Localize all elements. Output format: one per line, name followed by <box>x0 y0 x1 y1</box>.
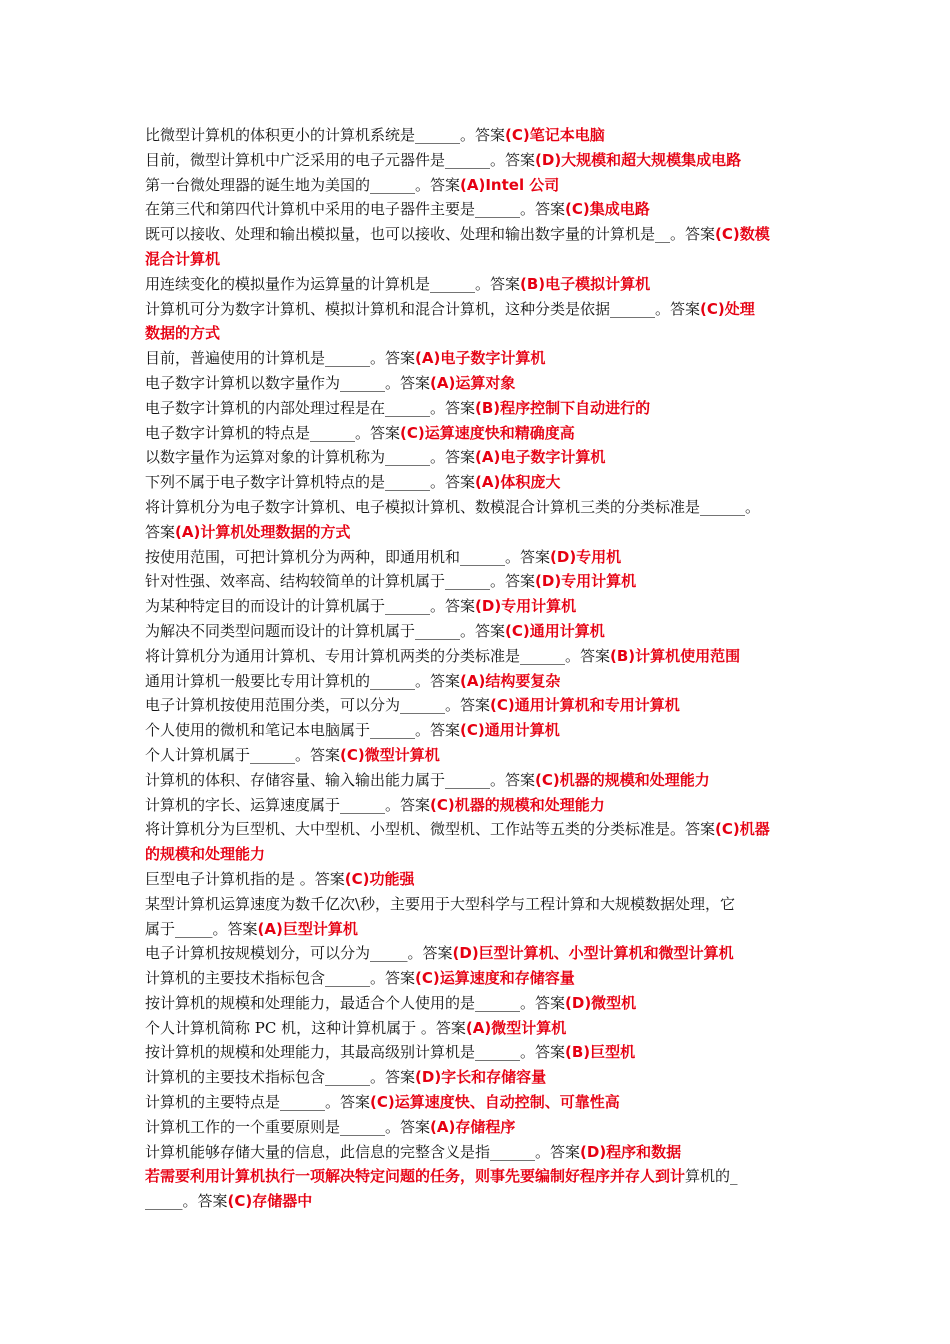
question-text: 以数字量作为运算对象的计算机称为______。答案 <box>145 448 476 467</box>
answer-text: (A)存储程序 <box>430 1117 516 1136</box>
answer-text: (C)机器 <box>715 820 770 839</box>
question-line <box>145 545 825 570</box>
question-text-highlight: 若需要利用计算机执行一项解决特定问题的任务，则事先要编制好程序并存人到计 <box>145 1167 686 1186</box>
question-line <box>145 321 825 346</box>
question-line <box>145 470 825 495</box>
question-text: 将计算机分为通用计算机、专用计算机两类的分类标准是______。答案 <box>145 646 611 665</box>
question-text: 将计算机分为巨型机、大中型机、小型机、微型机、工作站等五类的分类标准是。答案 <box>145 820 716 839</box>
question-text: 电子数字计算机的特点是______。答案 <box>145 423 401 442</box>
question-line <box>145 594 825 619</box>
question-line <box>145 644 825 669</box>
question-text: 计算机的主要技术指标包含______。答案 <box>145 1068 416 1087</box>
answer-text: (C)运算速度和存储容量 <box>415 969 575 988</box>
answer-text: (A)巨型计算机 <box>257 919 358 938</box>
question-line <box>145 842 825 867</box>
question-line <box>145 1164 825 1189</box>
question-line <box>145 272 825 297</box>
answer-text: (B)程序控制下自动进行的 <box>475 398 651 417</box>
question-line <box>145 148 825 173</box>
question-text: 计算机的主要特点是______。答案 <box>145 1093 371 1112</box>
question-text: 某型计算机运算速度为数千亿次\秒，主要用于大型科学与工程计算和大规模数据处理，它 <box>145 894 736 913</box>
question-text: 电子计算机按使用范围分类，可以分为______。答案 <box>145 696 491 715</box>
question-text: 为解决不同类型问题而设计的计算机属于______。答案 <box>145 621 506 640</box>
question-text: 按使用范围，可把计算机分为两种，即通用机和______。答案 <box>145 547 551 566</box>
question-line <box>145 693 825 718</box>
question-text: 计算机的体积、存储容量、输入输出能力属于______。答案 <box>145 770 536 789</box>
question-line <box>145 1090 825 1115</box>
answer-text: (D)专用计算机 <box>535 572 637 591</box>
answer-text: (B)计算机使用范围 <box>610 646 741 665</box>
answer-text: (B)电子模拟计算机 <box>520 274 651 293</box>
question-text: 按计算机的规模和处理能力，其最高级别计算机是______。答案 <box>145 1043 566 1062</box>
question-text: 按计算机的规模和处理能力，最适合个人使用的是______。答案 <box>145 993 566 1012</box>
question-line <box>145 768 825 793</box>
question-list <box>145 123 825 1214</box>
question-line <box>145 173 825 198</box>
answer-text: (D)微型机 <box>565 993 637 1012</box>
question-text: 下列不属于电子数字计算机特点的是______。答案 <box>145 473 476 492</box>
answer-text: (C)通用计算机 <box>460 721 560 740</box>
question-line <box>145 941 825 966</box>
question-text: 第一台微处理器的诞生地为美国的______。答案 <box>145 175 461 194</box>
answer-text: (D)专用机 <box>550 547 622 566</box>
answer-text: (C)集成电路 <box>565 200 650 219</box>
question-text: 为某种特定目的而设计的计算机属于______。答案 <box>145 597 476 616</box>
question-text: 属于_____。答案 <box>145 919 258 938</box>
question-text: 用连续变化的模拟量作为运算量的计算机是______。答案 <box>145 274 521 293</box>
question-text: 比微型计算机的体积更小的计算机系统是______。答案 <box>145 126 506 144</box>
answer-text: (D)程序和数据 <box>580 1142 682 1161</box>
question-line <box>145 569 825 594</box>
question-text: 针对性强、效率高、结构较简单的计算机属于______。答案 <box>145 572 536 591</box>
question-line <box>145 892 825 917</box>
answer-text: (A)体积庞大 <box>475 473 561 492</box>
question-text: 在第三代和第四代计算机中采用的电子器件主要是______。答案 <box>145 200 566 219</box>
question-text: 答案 <box>145 522 176 541</box>
question-text: 个人使用的微机和笔记本电脑属于______。答案 <box>145 721 461 740</box>
question-text: 个人计算机简称 PC 机，这种计算机属于 。答案 <box>145 1018 466 1037</box>
question-line <box>145 222 825 247</box>
question-text: 既可以接收、处理和输出模拟量，也可以接收、处理和输出数字量的计算机是__。答案 <box>145 225 716 244</box>
question-line <box>145 669 825 694</box>
answer-text: (D)巨型计算机、小型计算机和微型计算机 <box>452 944 734 963</box>
question-text: 个人计算机属于______。答案 <box>145 745 341 764</box>
question-line <box>145 123 825 148</box>
question-line <box>145 346 825 371</box>
answer-text: 的规模和处理能力 <box>145 845 266 864</box>
question-line <box>145 619 825 644</box>
question-text: 目前，微型计算机中广泛采用的电子元器件是______。答案 <box>145 150 536 169</box>
answer-text: (C)微型计算机 <box>340 745 440 764</box>
answer-text: (A)电子数字计算机 <box>415 349 546 368</box>
answer-text: (C)运算速度快和精确度高 <box>400 423 575 442</box>
question-line <box>145 966 825 991</box>
answer-text: (B)巨型机 <box>565 1043 636 1062</box>
question-line <box>145 1040 825 1065</box>
answer-text: (C)数模 <box>715 225 770 244</box>
question-line <box>145 991 825 1016</box>
question-line <box>145 1115 825 1140</box>
answer-text: (C)处理 <box>700 299 755 318</box>
answer-text: (C)机器的规模和处理能力 <box>535 770 710 789</box>
question-text: _____。答案 <box>145 1192 228 1211</box>
question-text: 计算机可分为数字计算机、模拟计算机和混合计算机，这种分类是依据______。答案 <box>145 299 701 318</box>
question-line <box>145 520 825 545</box>
answer-text: (C)存储器中 <box>227 1192 313 1211</box>
answer-text: (A)微型计算机 <box>465 1018 567 1037</box>
answer-text: (A)电子数字计算机 <box>475 448 606 467</box>
question-text: 电子数字计算机以数字量作为______。答案 <box>145 373 431 392</box>
question-line <box>145 445 825 470</box>
question-line <box>145 1016 825 1041</box>
question-line <box>145 917 825 942</box>
question-line <box>145 1140 825 1165</box>
answer-text: (C)通用计算机和专用计算机 <box>490 696 680 715</box>
question-line <box>145 1189 825 1214</box>
question-text: 通用计算机一般要比专用计算机的______。答案 <box>145 671 461 690</box>
question-line <box>145 817 825 842</box>
answer-text: (C)通用计算机 <box>505 621 605 640</box>
question-text: 电子计算机按规模划分，可以分为_____。答案 <box>145 944 453 963</box>
question-line <box>145 793 825 818</box>
question-line <box>145 197 825 222</box>
question-line <box>145 718 825 743</box>
question-line <box>145 743 825 768</box>
answer-text: (A)计算机处理数据的方式 <box>175 522 351 541</box>
answer-text: (A)结构要复杂 <box>460 671 561 690</box>
question-text: 计算机的主要技术指标包含______。答案 <box>145 969 416 988</box>
question-text: 巨型电子计算机指的是 。答案 <box>145 869 345 888</box>
answer-text: (C)功能强 <box>344 869 415 888</box>
question-text: 目前，普遍使用的计算机是______。答案 <box>145 349 416 368</box>
question-text: 计算机的字长、运算速度属于______。答案 <box>145 795 431 814</box>
answer-text: (D)字长和存储容量 <box>415 1068 547 1087</box>
question-text: 计算机工作的一个重要原则是______。答案 <box>145 1117 431 1136</box>
answer-text: 数据的方式 <box>145 324 221 343</box>
question-line <box>145 396 825 421</box>
question-line <box>145 297 825 322</box>
answer-text: (C)笔记本电脑 <box>505 126 605 144</box>
question-text: 将计算机分为电子数字计算机、电子模拟计算机、数模混合计算机三类的分类标准是______。 <box>145 497 761 516</box>
answer-text: 混合计算机 <box>145 249 221 268</box>
answer-text: (A)Intel 公司 <box>460 175 560 194</box>
question-line <box>145 495 825 520</box>
question-line <box>145 371 825 396</box>
answer-text: (D)大规模和超大规模集成电路 <box>535 150 742 169</box>
question-text: 计算机能够存储大量的信息，此信息的完整含义是指______。答案 <box>145 1142 581 1161</box>
answer-text: (C)机器的规模和处理能力 <box>430 795 605 814</box>
question-line <box>145 1065 825 1090</box>
question-text: 电子数字计算机的内部处理过程是在______。答案 <box>145 398 476 417</box>
answer-text: (A)运算对象 <box>430 373 516 392</box>
answer-text: (D)专用计算机 <box>475 597 577 616</box>
question-line <box>145 421 825 446</box>
question-line <box>145 247 825 272</box>
question-line <box>145 867 825 892</box>
question-text: 算机的_ <box>685 1167 738 1186</box>
answer-text: (C)运算速度快、自动控制、可靠性高 <box>370 1093 620 1112</box>
